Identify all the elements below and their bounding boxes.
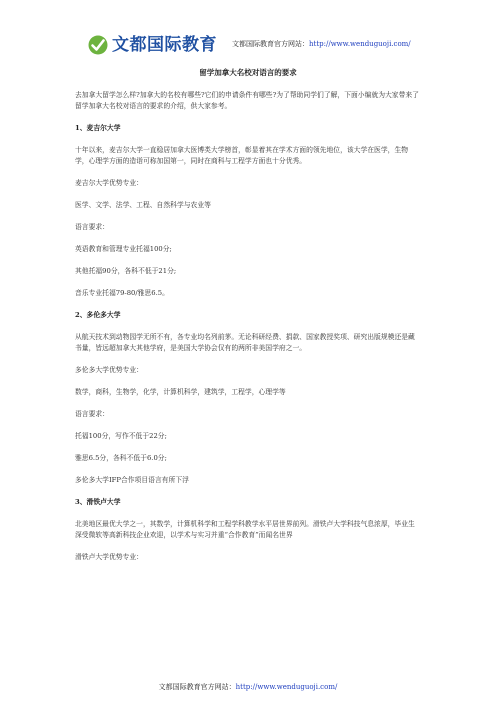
section-heading-mcgill: 1、麦吉尔大学	[75, 124, 121, 132]
footer-site-link[interactable]: http://www.wenduguoji.com/	[235, 683, 338, 691]
section-desc-waterloo: 北美地区最优大学之一，其数学，计算机科学和工程学科教学水平居世界前列。滑铁卢大学科技气息浓厚，毕业生深受微软等高新科技企业欢迎，以学术与实习并重“合作教育”而闻名世界	[75, 520, 415, 539]
language-label-toronto: 语言要求：	[75, 410, 109, 418]
header-site-link[interactable]: http://www.wenduguoji.com/	[309, 40, 411, 48]
requirement-toronto-1: 托福100分，写作不低于22分;	[75, 432, 167, 440]
article-title: 留学加拿大名校对语言的要求	[199, 68, 297, 77]
requirement-mcgill-3: 音乐专业托福79-80/雅思6.5。	[75, 289, 169, 297]
header-site-info	[232, 39, 411, 49]
section-heading-toronto: 2、多伦多大学	[75, 311, 121, 319]
section-heading-waterloo: 3、滑铁卢大学	[75, 498, 121, 506]
intro-paragraph: 去加拿大留学怎么样?加拿大的名校有哪些?它们的申请条件有哪些?为了帮助同学们了解，下面小编就为大家带来了留学加拿大名校对语言的要求的介绍，供大家参考。	[75, 91, 419, 110]
logo	[88, 35, 217, 55]
requirement-mcgill-2: 其他托福90分，各科不低于21分;	[75, 267, 177, 275]
advantage-label-mcgill: 麦吉尔大学优势专业：	[75, 179, 143, 187]
header-site-label: 文都国际教育官方网站：	[232, 40, 309, 48]
advantage-list-toronto: 数学，商科，生物学，化学，计算机科学，建筑学，工程学，心理学等	[75, 388, 286, 396]
advantage-label-toronto: 多伦多大学优势专业：	[75, 366, 143, 374]
section-desc-mcgill: 十年以来，麦吉尔大学一直稳居加拿大医博类大学榜首，彰显着其在学术方面的领先地位，该大学在医学，生物学，心理学方面的造诣可称加国第一，同时在商科与工程学方面也十分优秀。	[75, 146, 409, 165]
advantage-label-waterloo: 滑铁卢大学优势专业：	[75, 553, 143, 561]
logo-text: 文都国际教育	[112, 35, 217, 55]
requirement-toronto-3: 多伦多大学IFP合作项目语言有所下浮	[75, 476, 189, 484]
footer-site-label: 文都国际教育官方网站：	[158, 683, 236, 691]
requirement-mcgill-1: 英语教育和管理专业托福100分;	[75, 245, 172, 253]
page-header	[0, 0, 496, 68]
requirement-toronto-2: 雅思6.5分，各科不低于6.0分;	[75, 454, 167, 462]
language-label-mcgill: 语言要求：	[75, 223, 109, 231]
wendu-logo-icon	[88, 35, 108, 55]
article-body	[75, 90, 421, 563]
advantage-list-mcgill: 医学、文学、法学、工程、自然科学与农业等	[75, 201, 211, 209]
section-desc-toronto: 从航天技术到动物园学无所不有，各专业均名列前茅。无论科研经费、捐款、国家教授奖项、研究出版规模还是藏书量，皆远超加拿大其他学府，是美国大学协会仅有的两所非美国学府之一。	[75, 333, 415, 352]
page-footer	[0, 682, 496, 692]
